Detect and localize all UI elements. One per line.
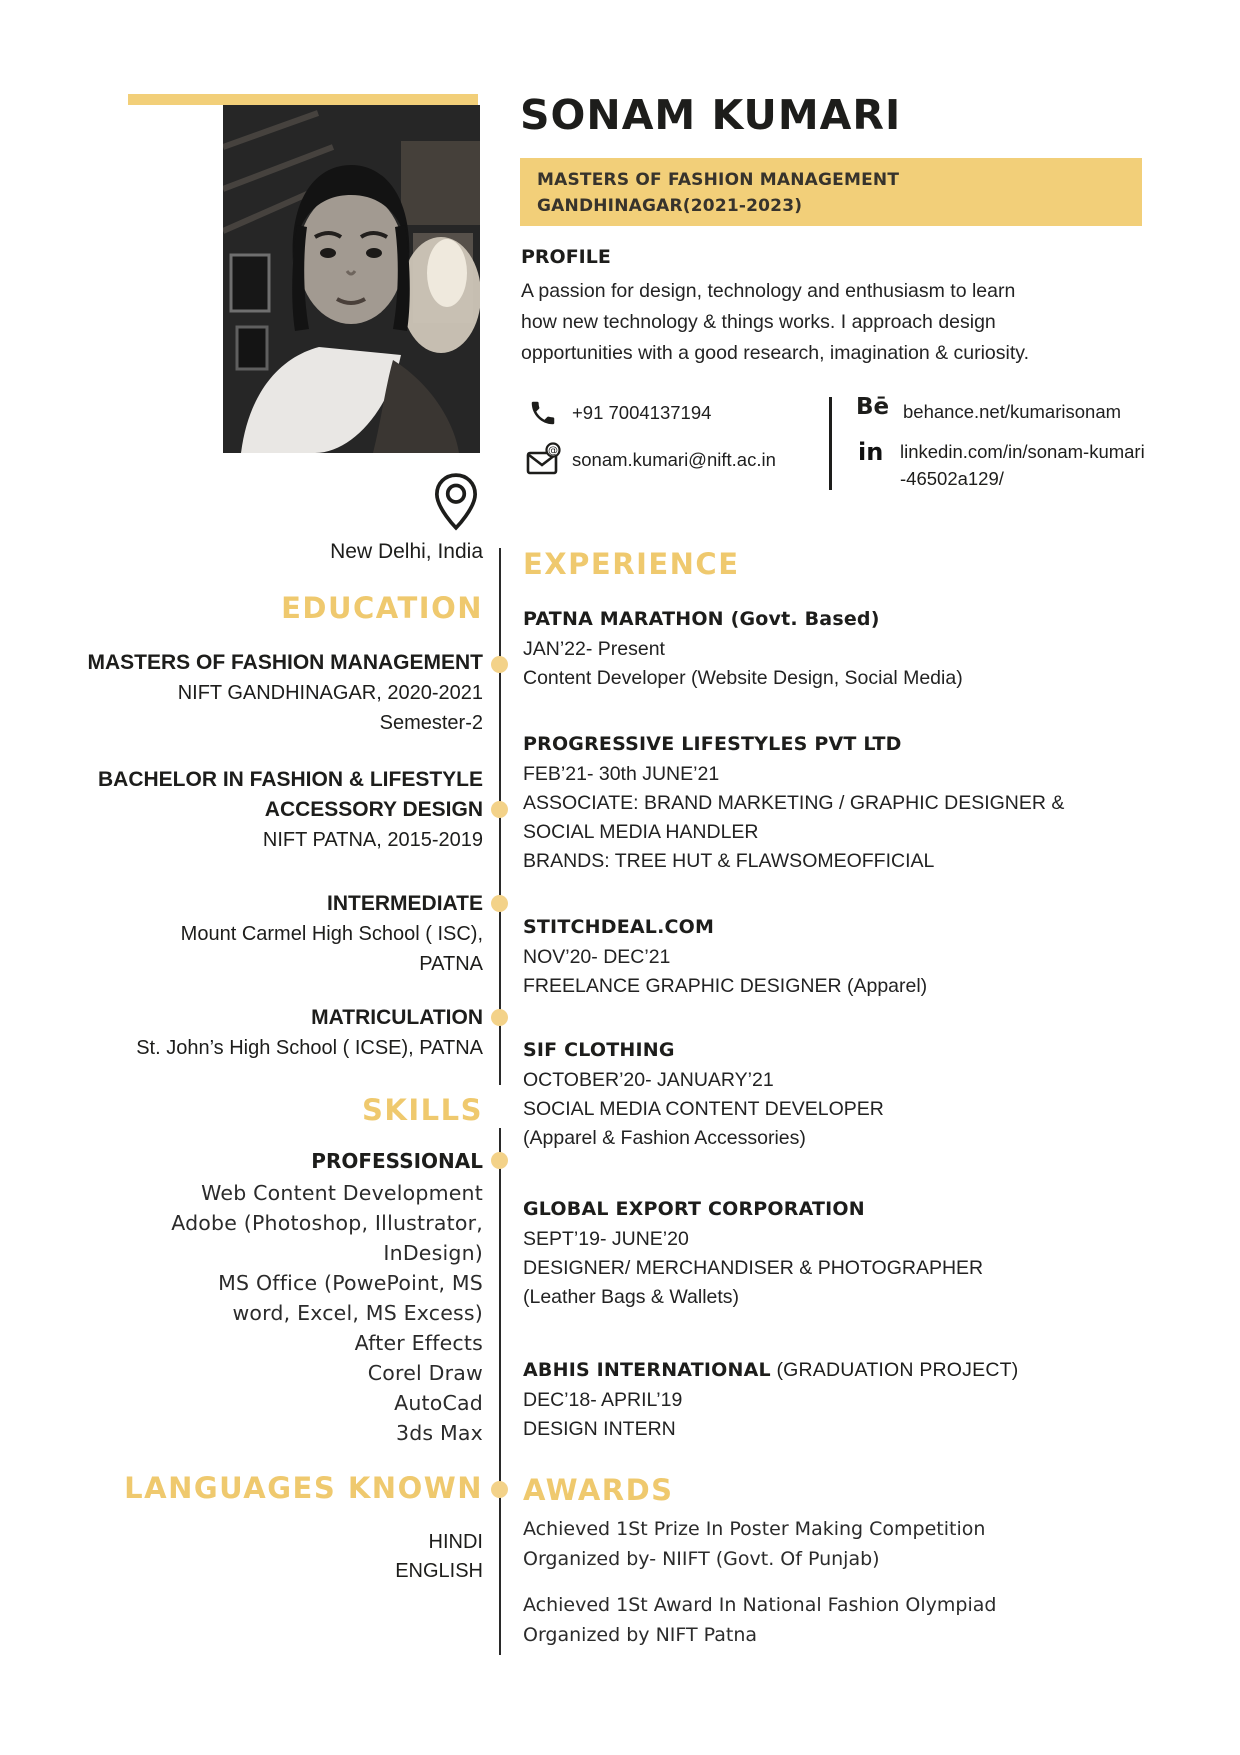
experience-company [523,1194,1188,1225]
experience-company-name: STITCHDEAL.COM [523,916,715,938]
skill-item: Web Content Development [201,1181,483,1205]
education-detail: PATNA [419,953,483,975]
education-detail: St. John’s High School ( ICSE), PATNA [136,1037,483,1059]
degree-banner-line-1: MASTERS OF FASHION MANAGEMENT [537,170,900,190]
award-line: Achieved 1St Prize In Poster Making Competition [523,1518,986,1540]
profile-line: opportunities with a good research, imagination & curiosity. [521,342,1029,364]
education-degree: MASTERS OF FASHION MANAGEMENT [87,651,483,674]
timeline-dot [491,1152,508,1169]
education-heading: EDUCATION [281,591,483,625]
timeline-dot [491,1009,508,1026]
phone-icon [528,398,558,433]
experience-item [523,1035,1188,1153]
profile-line: how new technology & things works. I approach design [521,311,996,333]
profile-photo [223,105,480,453]
experience-detail: SOCIAL MEDIA HANDLER [523,821,759,843]
profile-summary [521,276,1161,369]
location: New Delhi, India [330,540,483,563]
experience-company [523,604,1188,635]
skill-item: Corel Draw [367,1361,483,1385]
location-pin-icon [431,472,481,537]
email-icon [525,442,561,481]
education-item [60,765,483,855]
experience-company [523,729,1188,760]
skills-heading: SKILLS [362,1093,483,1127]
experience-company-suffix: (GRADUATION PROJECT) [770,1359,1019,1381]
experience-item [523,1194,1188,1312]
phone-number: +91 7004137194 [572,402,712,423]
candidate-name: SONAM KUMARI [520,91,902,139]
degree-banner [520,158,1142,226]
education-detail: NIFT PATNA, 2015-2019 [262,829,483,851]
education-item [60,1003,483,1063]
award-line: Achieved 1St Award In National Fashion Olympiad [523,1594,997,1616]
experience-company [523,912,1188,943]
profile-heading: PROFILE [521,246,611,268]
education-item [60,648,483,738]
experience-company-name: PROGRESSIVE LIFESTYLES PVT LTD [523,733,902,755]
degree-banner-line-2: GANDHINAGAR(2021-2023) [537,196,803,216]
experience-detail: DESIGNER/ MERCHANDISER & PHOTOGRAPHER [523,1257,984,1279]
top-accent-stripe [128,94,478,105]
behance-url: behance.net/kumarisonam [903,401,1122,422]
timeline-dot [491,1481,508,1498]
experience-detail: (Apparel & Fashion Accessories) [523,1127,806,1149]
experience-detail: FREELANCE GRAPHIC DESIGNER (Apparel) [523,975,928,997]
experience-detail: ASSOCIATE: BRAND MARKETING / GRAPHIC DESIGNER & [523,792,1065,814]
experience-item [523,604,1188,693]
experience-item [523,1355,1188,1444]
experience-detail: (Leather Bags & Wallets) [523,1286,740,1308]
experience-detail: Content Developer (Website Design, Social Media) [523,667,963,689]
experience-detail: SEPT’19- JUNE’20 [523,1228,689,1250]
column-divider-line [499,1128,501,1655]
experience-detail: DESIGN INTERN [523,1418,676,1440]
education-degree: ACCESSORY DESIGN [264,798,483,821]
experience-company [523,1035,1188,1066]
experience-detail: OCTOBER’20- JANUARY’21 [523,1069,774,1091]
experience-detail: NOV’20- DEC’21 [523,946,671,968]
behance-icon: Bē [856,394,890,420]
award-line: Organized by- NIIFT (Govt. Of Punjab) [523,1548,880,1570]
profile-line: A passion for design, technology and enthusiasm to learn [521,280,1016,302]
experience-item [523,912,1188,1001]
skill-item: InDesign) [383,1241,483,1265]
skills-subheading: PROFESSIONAL [311,1149,483,1173]
linkedin-url [900,438,1150,492]
experience-item [523,729,1188,876]
experience-detail: FEB’21- 30th JUNE’21 [523,763,720,785]
skill-item: After Effects [354,1331,483,1355]
skill-item: 3ds Max [395,1421,483,1445]
contact-divider [829,397,832,490]
awards-heading: AWARDS [523,1473,674,1507]
experience-detail: BRANDS: TREE HUT & FLAWSOMEOFFICIAL [523,850,935,872]
languages-heading: LANGUAGES KNOWN [124,1471,483,1505]
education-detail: NIFT GANDHINAGAR, 2020-2021 [177,682,483,704]
skills-list [60,1178,483,1448]
timeline-dot [491,656,508,673]
education-degree: BACHELOR IN FASHION & LIFESTYLE [97,768,483,791]
skill-item: MS Office (PowePoint, MS [218,1271,483,1295]
experience-detail: DEC’18- APRIL’19 [523,1389,683,1411]
skill-item: word, Excel, MS Excess) [232,1301,483,1325]
linkedin-icon: in [858,438,884,466]
email-address: sonam.kumari@nift.ac.in [572,449,776,470]
education-item [60,889,483,979]
skill-item: AutoCad [394,1391,483,1415]
experience-company-name: ABHIS INTERNATIONAL [523,1359,771,1381]
education-detail: Mount Carmel High School ( ISC), [180,923,483,945]
education-detail: Semester-2 [379,712,483,734]
linkedin-url-line: -46502a129/ [900,468,1004,489]
experience-company-name: PATNA MARATHON (Govt. Based) [523,608,880,630]
skill-item: Adobe (Photoshop, Illustrator, [171,1211,483,1235]
award-item [523,1514,1188,1574]
experience-company-name: GLOBAL EXPORT CORPORATION [523,1198,865,1220]
profile-photo-illustration [223,105,480,453]
award-line: Organized by NIFT Patna [523,1624,758,1646]
language-item: ENGLISH [395,1560,483,1582]
timeline-dot [491,801,508,818]
linkedin-url-line: linkedin.com/in/sonam-kumari [900,441,1145,462]
language-item: HINDI [428,1531,483,1553]
svg-text:@: @ [548,445,558,457]
experience-detail: JAN’22- Present [523,638,665,660]
experience-company-name: SIF CLOTHING [523,1039,675,1061]
timeline-dot [491,895,508,912]
languages-list [60,1528,483,1586]
experience-heading: EXPERIENCE [523,547,740,581]
education-degree: MATRICULATION [311,1006,483,1029]
education-degree: INTERMEDIATE [327,892,483,915]
award-item [523,1590,1188,1650]
experience-company [523,1355,1188,1386]
experience-detail: SOCIAL MEDIA CONTENT DEVELOPER [523,1098,884,1120]
